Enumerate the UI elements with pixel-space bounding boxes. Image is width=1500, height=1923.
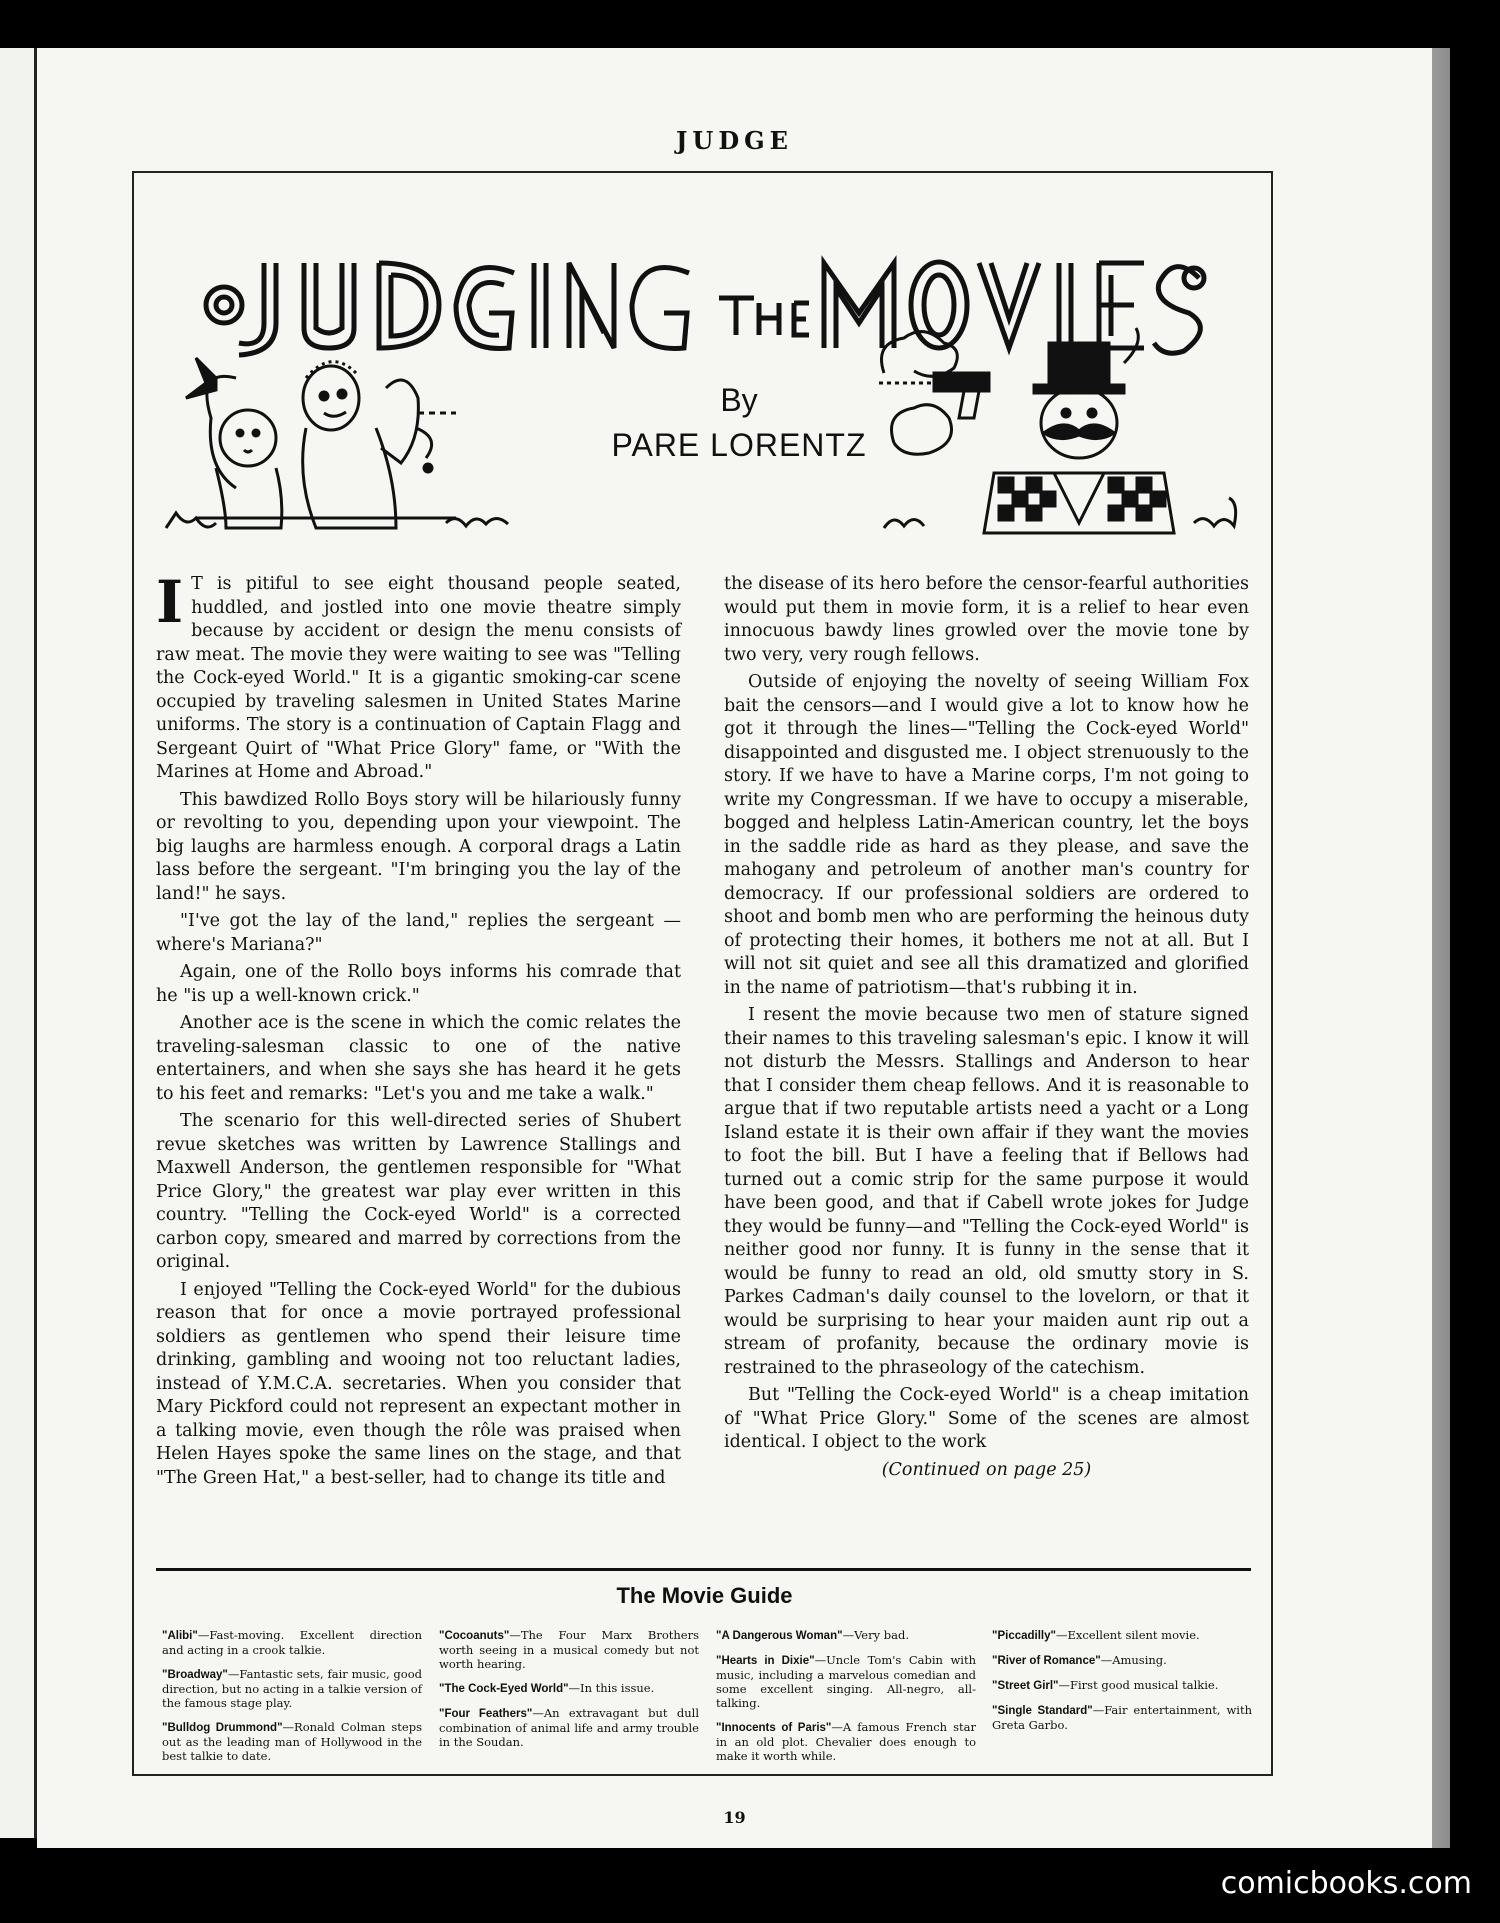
article-paragraph: I T is pitiful to see eight thousand people seated, huddled, and jostled into one movie theatre simply because by accident or design the menu consists of raw meat. The movie they were waiting to see was "Telling the Cock-eyed World." It is a gigantic smoking-car scene occupied by traveling salesmen in United States Marine uniforms. The story is a continuation of Captain Flagg and Sergeant Quirt of "What Price Glory" fame, or "With the Marines at Home and Abroad." bbox=[156, 568, 681, 782]
cartoon-gangster-illustration bbox=[874, 323, 1254, 543]
magazine-page bbox=[37, 48, 1432, 1848]
running-head: JUDGE bbox=[676, 126, 793, 155]
movie-guide-entry: "River of Romance"—Amusing. bbox=[992, 1653, 1167, 1667]
facing-page-edge bbox=[0, 48, 37, 1838]
article-paragraph: But "Telling the Cock-eyed World" is a cheap imitation of "What Price Glory." Some of the scenes are almost identical. I object to the work bbox=[724, 1385, 1249, 1452]
movie-guide-entry: "Street Girl"—First good musical talkie. bbox=[992, 1678, 1219, 1692]
article-paragraph: "I've got the lay of the land," replies the sergeant —where's Mariana?" bbox=[156, 911, 681, 955]
article-column-right bbox=[724, 573, 1249, 1482]
movie-guide-column bbox=[162, 1628, 422, 1773]
continued-note: (Continued on page 25) bbox=[881, 1459, 1092, 1480]
movie-guide-entry: "Four Feathers"—An extravagant but dull combination of animal life and army trouble in the Soudan. bbox=[439, 1706, 700, 1749]
article-column-left bbox=[156, 568, 681, 1494]
movie-guide-entry: "Alibi"—Fast-moving. Excellent direction and acting in a crook talkie. bbox=[162, 1628, 422, 1657]
byline-by: By bbox=[720, 382, 758, 418]
byline bbox=[574, 378, 904, 468]
movie-guide-entry: "Cocoanuts"—The Four Marx Brothers worth seeing in a musical comedy but not worth hearing. bbox=[439, 1628, 699, 1671]
article-paragraph: This bawdized Rollo Boys story will be hilariously funny or revolting to you, depending upon your viewpoint. The big laughs are harmless enough. A corporal drags a Latin lass before the sergeant. "I'm bringing you the lay of the land!" he says. bbox=[156, 789, 681, 904]
movie-guide-entry: "Hearts in Dixie"—Uncle Tom's Cabin with music, including a marvelous comedian and some excellent singing. All-negro, all-talking. bbox=[716, 1653, 976, 1710]
movie-guide-title: The Movie Guide bbox=[616, 1583, 793, 1608]
page-number: 19 bbox=[723, 1808, 746, 1827]
movie-guide-entry: "The Cock-Eyed World"—In this issue. bbox=[439, 1681, 655, 1695]
article-paragraph: I resent the movie because two men of stature signed their names to this traveling salesman's epic. I know it will not disturb the Messrs. Stallings and Anderson to hear that I consider them cheap fellows. And it is reasonable to argue that if two reputable artists need a yacht or a Long Island estate it is their own affair if they want the movies to foot the bill. But I have a feeling that if Bellows had turned out a comic strip for the same purpose it would have been good, and that if Cabell wrote jokes for Judge they would be funny—and "Telling the Cock-eyed World" is neither good nor funny. It is funny in the sense that it would be funny to read an old, old smutty story in S. Parkes Cadman's daily counsel to the lovelorn, or that it would be surprising to hear your maiden aunt rip out a stream of profanity, because the ordinary movie is restrained to the phraseology of the catechism. bbox=[724, 1005, 1249, 1378]
movie-guide-column bbox=[439, 1628, 699, 1759]
movie-guide-column bbox=[716, 1628, 976, 1773]
movie-guide-entry: "A Dangerous Woman"—Very bad. bbox=[716, 1628, 910, 1642]
cartoon-couple-illustration bbox=[156, 328, 536, 543]
movie-guide-entry: "Innocents of Paris"—A famous French star in an old plot. Chevalier does enough to make it worth while. bbox=[716, 1720, 977, 1763]
movie-guide-column bbox=[992, 1628, 1252, 1742]
drop-cap: I bbox=[156, 568, 184, 636]
movie-guide-entry: "Bulldog Drummond"—Ronald Colman steps out as the leading man of Hollywood in the best talkie to date. bbox=[162, 1720, 422, 1763]
article-frame bbox=[132, 171, 1273, 1776]
article-paragraph: Outside of enjoying the novelty of seeing William Fox bait the censors—and I would give a lot to know how he got it through the lines—"Telling the Cock-eyed World" disappointed and disgusted me. I object strenuously to the story. If we have to have a Marine corps, I'm not going to write my Congressman. If we have to occupy a miserable, bogged and helpless Latin-American country, let the boys in the saddle ride as hard as they please, and save the mahogany and petroleum of another man's country for democracy. If our professional soldiers are ordered to shoot and bomb men who are performing the heinous duty of protecting their homes, it bothers me not at all. But I will not sit quiet and see all this dramatized and glorified in the name of patriotism—that's rubbing it in. bbox=[724, 672, 1249, 998]
article-paragraph: Another ace is the scene in which the comic relates the traveling-salesman classic to one of the native entertainers, and when she says she has heard it he gets to his feet and remarks: "Let's you and me take a walk." bbox=[156, 1013, 681, 1104]
movie-guide-entry: "Piccadilly"—Excellent silent movie. bbox=[992, 1628, 1200, 1642]
section-divider bbox=[156, 1568, 1251, 1571]
article-paragraph: The scenario for this well-directed series of Shubert revue sketches was written by Lawrence Stallings and Maxwell Anderson, the gentlemen responsible for "What Price Glory," the greatest war play ever written in this country. "Telling the Cock-eyed World" is a corrected carbon copy, smeared and marred by corrections from the original. bbox=[156, 1111, 681, 1272]
movie-guide-entry: "Single Standard"—Fair entertainment, with Greta Garbo. bbox=[992, 1703, 1252, 1732]
article-paragraph: Again, one of the Rollo boys informs his comrade that he "is up a well-known crick." bbox=[156, 962, 681, 1006]
author-name: PARE LORENTZ bbox=[611, 427, 867, 463]
article-paragraph: the disease of its hero before the censor-fearful authorities would put them in movie form, it is a relief to hear even innocuous bawdy lines growled over the movie tone by two very, very rough fellows. bbox=[724, 574, 1249, 665]
article-paragraph: I enjoyed "Telling the Cock-eyed World" for the dubious reason that for once a movie portrayed professional soldiers as gentlemen who spend their leisure time drinking, gambling and wooing not too reluctant ladies, instead of Y.M.C.A. secretaries. When you consider that Mary Pickford could not represent an expectant mother in a talking movie, even though the rôle was praised when Helen Hayes spoke the same lines on the stage, and that "The Green Hat," a best-seller, had to change its title and bbox=[156, 1279, 681, 1488]
site-watermark: comicbooks.com bbox=[1220, 1866, 1472, 1901]
movie-guide-entry: "Broadway"—Fantastic sets, fair music, good direction, but no acting in a talkie version of the famous stage play. bbox=[162, 1667, 422, 1710]
